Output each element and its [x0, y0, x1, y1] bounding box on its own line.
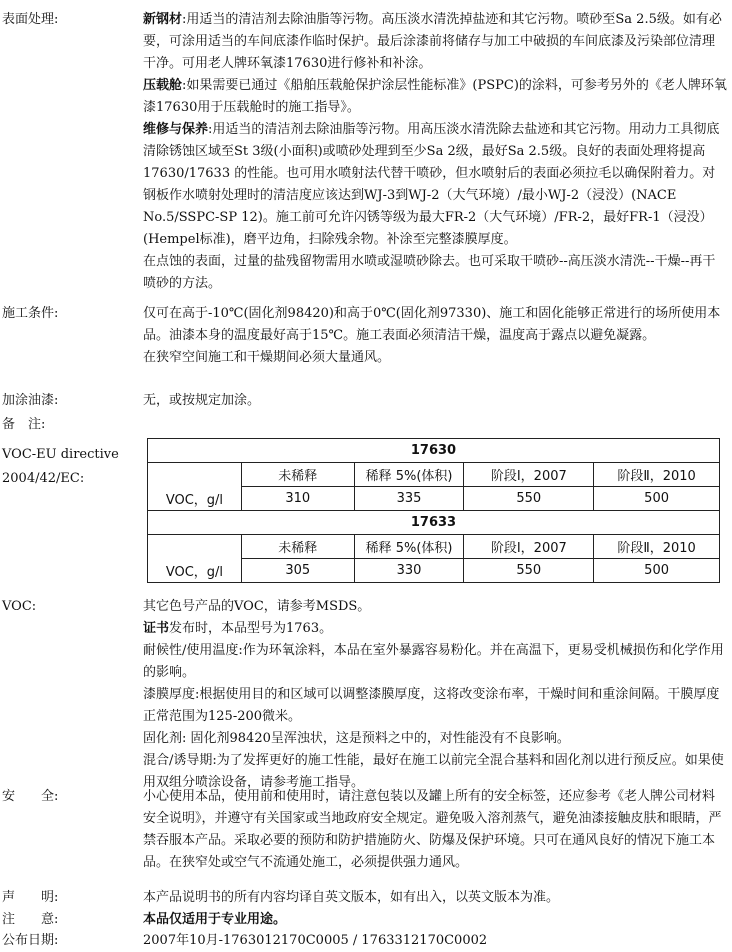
ballast-title: 压载舱 — [143, 78, 183, 93]
surface-content — [143, 9, 727, 295]
film-thickness-text: 漆膜厚度:根据使用目的和区域可以调整漆膜厚度，这将改变涂布率，干燥时间和重涂间隔。干膜厚度正常范围为125-200微米。 — [143, 687, 720, 724]
table-row — [148, 511, 720, 535]
new-steel-title: 新钢材 — [143, 12, 183, 27]
certificate-title: 证书 — [143, 621, 170, 636]
product-title-17633: 17633 — [148, 511, 720, 535]
table-header-cell: 阶段Ⅱ，2010 — [594, 463, 720, 487]
issue-date-text: 2007年10月-1763012170C0005 / 1763312170C0002 — [143, 933, 488, 948]
issue-date-label: 公布日期: — [2, 933, 59, 948]
table-header-cell: 阶段Ⅰ，2007 — [464, 535, 594, 559]
table-cell: 335 — [354, 487, 464, 511]
certificate-text: 发布时，本品型号为1763。 — [169, 621, 333, 636]
table-row — [148, 559, 720, 583]
new-steel-text: :用适当的清洁剂去除油脂等污物。高压淡水清洗掉盐迹和其它污物。喷砂至Sa 2.5级。如有必要，可涂用适当的车间底漆作临时保护。最后涂漆前将储存与加工中破损的车间底漆及污染部位清理干净。可用老人牌环氧漆17630进行修补和补涂。 — [143, 12, 722, 71]
table-cell: 330 — [354, 559, 464, 583]
maintenance-title: 维修与保养 — [143, 122, 209, 137]
table-cell: 550 — [464, 487, 594, 511]
curing-agent-text: 固化剂: 固化剂98420呈浑浊状，这是预料之中的，对性能没有不良影响。 — [143, 731, 570, 746]
pitting-paragraph: 在点蚀的表面，过量的盐残留物需用水喷或湿喷砂除去。也可采取干喷砂--高压淡水清洗--干燥--再干喷砂的方法。 — [143, 254, 716, 291]
safety-label: 安 全: — [2, 789, 59, 804]
table-header-cell: 未稀释 — [241, 463, 354, 487]
table-row — [148, 463, 720, 487]
table-cell: 500 — [594, 559, 720, 583]
conditions-content — [143, 303, 727, 369]
certificate-paragraph — [143, 618, 727, 640]
table-header-cell: 未稀释 — [241, 535, 354, 559]
voc-msds-text: 其它色号产品的VOC，请参考MSDS。 — [143, 599, 371, 614]
ballast-text: :如果需要已通过《船舶压载舱保护涂层性能标准》(PSPC)的涂料，可参考另外的《老人牌环氧漆17630用于压载舱时的施工指导》。 — [143, 78, 727, 115]
attention-label: 注 意: — [2, 912, 59, 927]
statement-label: 声 明: — [2, 890, 59, 905]
mixing-text: 混合/诱导期:为了发挥更好的施工性能，最好在施工以前完全混合基料和固化剂以进行预反应。如果使用双组分喷涂设备，请参考施工指导。 — [143, 753, 724, 790]
table-cell: 550 — [464, 559, 594, 583]
table-row — [148, 439, 720, 463]
table-row — [148, 487, 720, 511]
topcoat-text: 无，或按规定加涂。 — [143, 393, 261, 408]
table-cell: 500 — [594, 487, 720, 511]
conditions-text-2: 在狭窄空间施工和干燥期间必须大量通风。 — [143, 350, 391, 365]
safety-text: 小心使用本品，使用前和使用时，请注意包装以及罐上所有的安全标签，还应参考《老人牌公司材料安全说明》，并遵守有关国家或当地政府安全规定。避免吸入溶剂蒸气，避免油漆接触皮肤和眼睛，严禁吞服本产品。采取必要的预防和防护措施防火、防爆及保护环境。只可在通风良好的情况下施工本品。在狭窄处或空气不流通处施工，必须提供强力通风。 — [143, 789, 722, 870]
surface-label: 表面处理: — [2, 12, 59, 27]
statement-text: 本产品说明书的所有内容均译自英文版本，如有出入，以英文版本为准。 — [143, 890, 560, 905]
table-cell: 310 — [241, 487, 354, 511]
voc-directive-label-1: VOC-EU directive — [2, 447, 119, 462]
table-header-cell: 稀释 5%(体积) — [354, 463, 464, 487]
table-cell: 305 — [241, 559, 354, 583]
weather-text: 耐候性/使用温度:作为环氧涂料，本品在室外暴露容易粉化。并在高温下，更易受机械损伤和化学作用的影响。 — [143, 643, 724, 680]
ballast-paragraph — [143, 75, 727, 119]
voc-content — [143, 596, 727, 794]
table-row-label: VOC，g/l — [148, 487, 242, 511]
table-row — [148, 535, 720, 559]
voc-directive-label-2: 2004/42/EC: — [2, 471, 85, 486]
table-corner-cell — [148, 463, 242, 487]
table-header-cell: 阶段Ⅱ，2010 — [594, 535, 720, 559]
conditions-label: 施工条件: — [2, 306, 59, 321]
voc-label: VOC: — [2, 599, 37, 614]
table-corner-cell — [148, 535, 242, 559]
new-steel-paragraph — [143, 9, 727, 75]
product-title-17630: 17630 — [148, 439, 720, 463]
table-header-cell: 稀释 5%(体积) — [354, 535, 464, 559]
voc-table — [147, 438, 720, 583]
topcoat-label: 加涂油漆: — [2, 393, 59, 408]
table-header-cell: 阶段Ⅰ，2007 — [464, 463, 594, 487]
maintenance-paragraph — [143, 119, 727, 251]
maintenance-text: :用适当的清洁剂去除油脂等污物。用高压淡水清洗除去盐迹和其它污物。用动力工具彻底清除锈蚀区域至St 3级(小面积)或喷砂处理到至少Sa 2级，最好Sa 2.5级。良好的表面处理将提高17630/17633 的性能。也可用水喷射法代替干喷砂，但水喷射后的表面必须拉毛以确保附着力。对钢板作水喷射处理时的清洁度应该达到WJ-3到WJ-2（大气环境）/最小WJ-2（浸没）(NACE No.5/SSPC-SP 12)。施工前可允许闪锈等级为最大FR-2（大气环境）/FR-2，最好FR-1（浸没）(Hempel标准)，磨平边角，扫除残余物。补涂至完整漆膜厚度。 — [143, 122, 720, 247]
notes-label: 备 注: — [2, 417, 46, 432]
conditions-text-1: 仅可在高于-10℃(固化剂98420)和高于0℃(固化剂97330)、施工和固化能够正常进行的场所使用本品。油漆本身的温度最好高于15℃。施工表面必须清洁干燥，温度高于露点以避免凝露。 — [143, 306, 721, 343]
attention-text: 本品仅适用于专业用途。 — [143, 912, 287, 927]
table-row-label: VOC，g/l — [148, 559, 242, 583]
